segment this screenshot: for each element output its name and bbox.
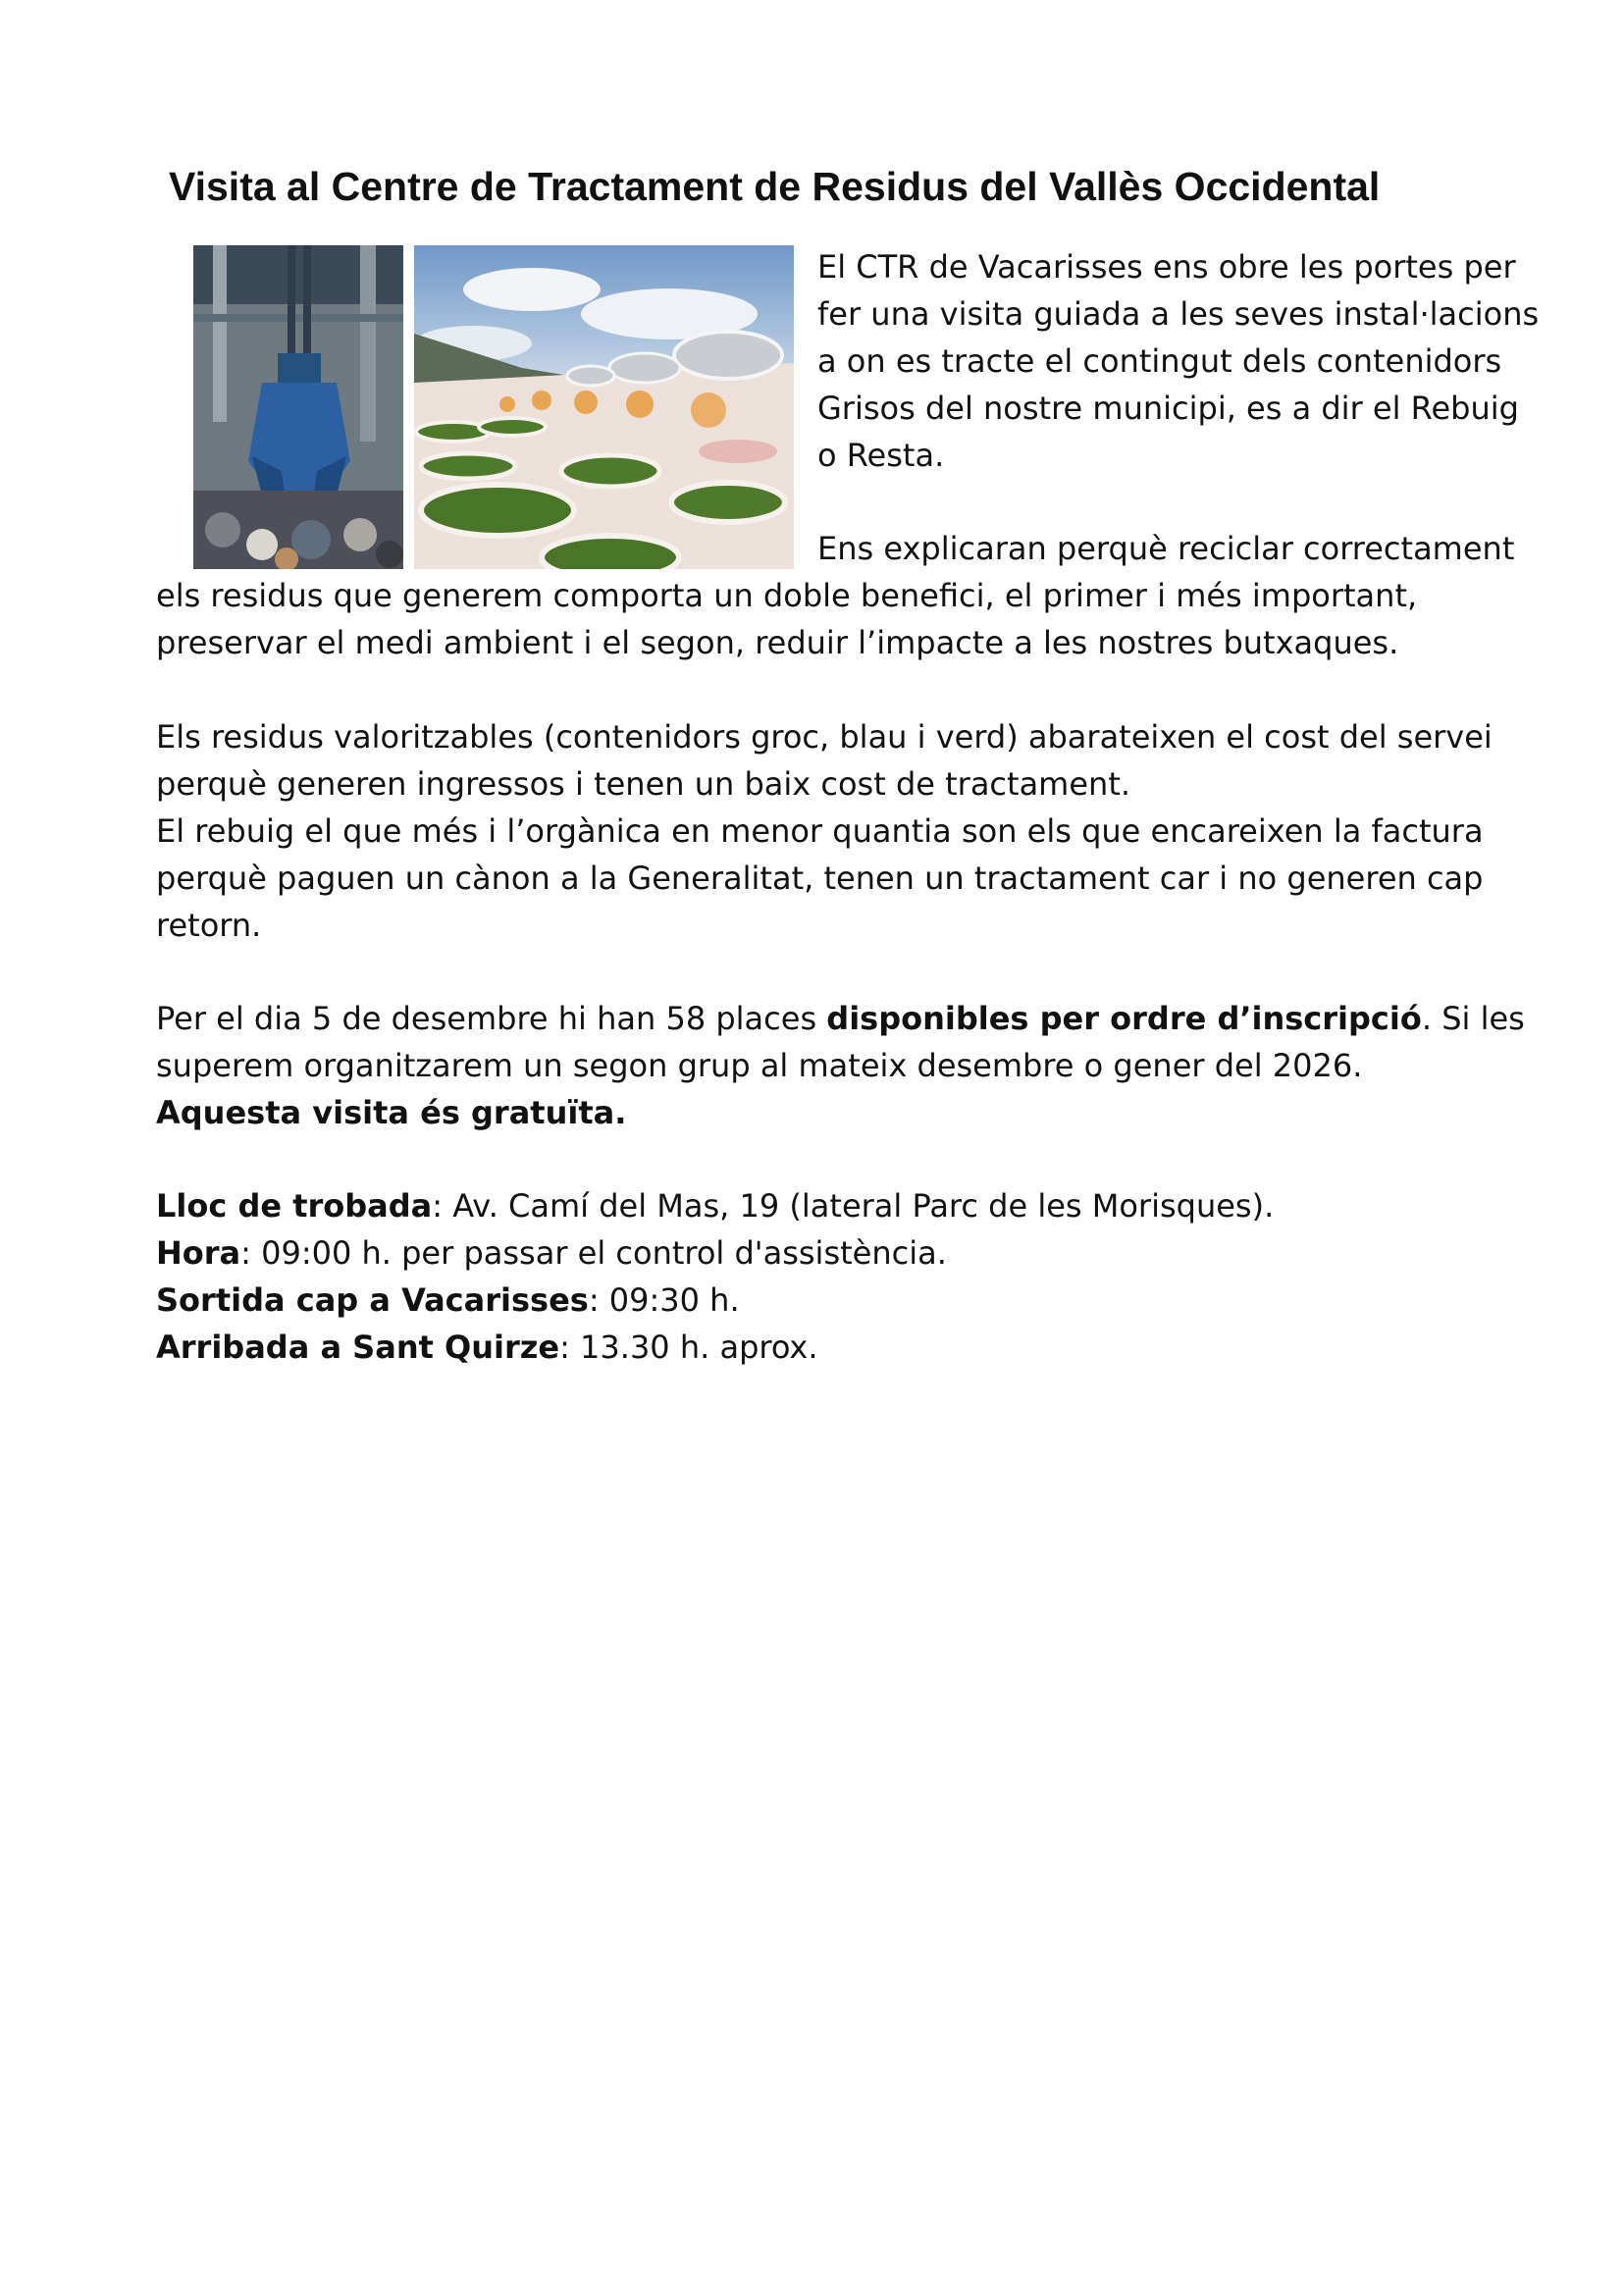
text-line: El CTR de Vacarisses ens obre les portes per bbox=[817, 248, 1516, 286]
detail-value: : 09:30 h. bbox=[588, 1281, 740, 1319]
text-line: preservar el medi ambient i el segon, reduir l’impacte a les nostres butxaques. bbox=[156, 624, 1399, 661]
detail-departure bbox=[156, 1277, 1274, 1324]
text-line: perquè paguen un cànon a la Generalitat, tenen un tractament car i no generen cap bbox=[156, 860, 1484, 897]
page-title: Visita al Centre de Tractament de Residus del Vallès Occidental bbox=[169, 164, 1381, 209]
waste-crane-photo bbox=[193, 245, 403, 569]
text-line: retorn. bbox=[156, 907, 262, 944]
places-order-notice: disponibles per ordre d’inscripció bbox=[826, 1000, 1422, 1037]
detail-value: : Av. Camí del Mas, 19 (lateral Parc de les Morisques). bbox=[432, 1187, 1275, 1225]
text-line: a on es tracte el contingut dels contenidors bbox=[817, 342, 1502, 380]
free-visit-notice: Aquesta visita és gratuïta. bbox=[156, 1094, 627, 1131]
detail-label: Hora bbox=[156, 1234, 241, 1272]
explain-first-line: Ens explicaran perquè reciclar correctament bbox=[817, 530, 1515, 567]
detail-label: Lloc de trobada bbox=[156, 1187, 433, 1225]
text-line: els residus que generem comporta un doble benefici, el primer i més important, bbox=[156, 577, 1418, 614]
visit-details bbox=[156, 1182, 1274, 1371]
text-line: El rebuig el que més i l’orgànica en menor quantia son els que encareixen la factura bbox=[156, 812, 1484, 850]
text-line: perquè generen ingressos i tenen un baix cost de tractament. bbox=[156, 765, 1131, 803]
explain-paragraph bbox=[156, 572, 1417, 666]
residual-waste-paragraph bbox=[156, 808, 1484, 949]
detail-label: Sortida cap a Vacarisses bbox=[156, 1281, 589, 1319]
detail-value: : 09:00 h. per passar el control d'assistència. bbox=[240, 1234, 947, 1272]
detail-label: Arribada a Sant Quirze bbox=[156, 1329, 560, 1366]
text-line: Grisos del nostre municipi, es a dir el Rebuig bbox=[817, 390, 1519, 427]
text-line: o Resta. bbox=[817, 437, 945, 474]
recyclables-paragraph bbox=[156, 713, 1493, 808]
green-roof-building-photo bbox=[414, 245, 794, 569]
detail-arrival bbox=[156, 1324, 1274, 1371]
text-line: superem organitzarem un segon grup al mateix desembre o gener del 2026. bbox=[156, 1047, 1363, 1084]
text-line: Els residus valoritzables (contenidors groc, blau i verd) abarateixen el cost del servei bbox=[156, 718, 1493, 756]
places-text-start: Per el dia 5 de desembre hi han 58 places bbox=[156, 1000, 827, 1037]
detail-meeting-point bbox=[156, 1182, 1274, 1229]
detail-value: : 13.30 h. aprox. bbox=[559, 1329, 818, 1366]
intro-paragraph bbox=[817, 243, 1539, 479]
text-line: fer una visita guiada a les seves instal·lacions bbox=[817, 295, 1540, 333]
places-paragraph bbox=[156, 995, 1525, 1136]
detail-time bbox=[156, 1229, 1274, 1277]
text-line bbox=[156, 995, 1525, 1042]
places-text-end: . Si les bbox=[1421, 1000, 1525, 1037]
